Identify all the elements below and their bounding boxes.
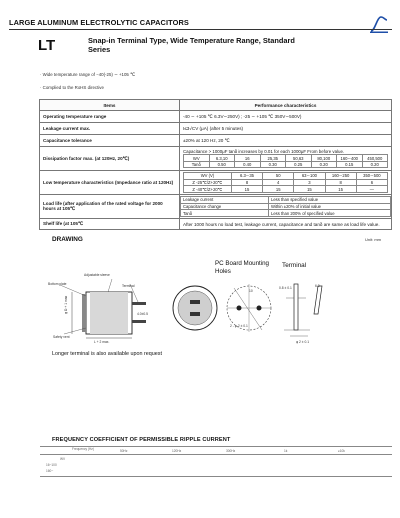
longer-terminal-note: Longer terminal is also available upon request: [52, 351, 162, 357]
inner-cell: 0.50: [209, 161, 235, 168]
inner-cell: —: [356, 186, 387, 193]
inner-cell: 6.3∼35: [231, 173, 262, 180]
inner-cell: 63∼100: [294, 173, 325, 180]
spec-value: I≤3√CV (μA) (after 5 minutes): [180, 123, 392, 135]
dim-f-label: φ 2 ± 0.1: [296, 340, 310, 344]
inner-cell: 8: [231, 179, 262, 186]
dim-e-label: 6.3: [315, 284, 320, 288]
inner-cell: 4: [263, 179, 294, 186]
inner-cell: 0.20: [311, 161, 337, 168]
pcb-mounting-label: PC Board Mounting Holes: [215, 260, 269, 275]
series-subtitle: Snap-in Terminal Type, Wide Temperature Range, Standard Series: [88, 36, 295, 54]
spec-label: Leakage current max.: [40, 123, 180, 135]
document-title: LARGE ALUMINUM ELECTROLYTIC CAPACITORS: [9, 18, 189, 27]
spec-label: Load life (after application of the rated voltage for 2000 hours at 105℃: [40, 195, 180, 219]
spec-row-load-life: [40, 195, 392, 219]
inner-label: WV (V): [184, 173, 232, 180]
feature-list: [40, 69, 135, 94]
dim-a-label: 4.0±0.5: [137, 312, 148, 316]
feature-item: · Wide temperature range of −40(-25) ∼ +105 ℃: [40, 72, 136, 77]
inner-label: Leakage current: [181, 197, 269, 204]
low-temp-cell: [180, 171, 392, 195]
dissipation-table: [183, 154, 388, 168]
inner-label: Z -25℃/Z+20℃: [184, 179, 232, 186]
inner-cell: 0.15: [337, 161, 363, 168]
inner-cell: 8: [325, 179, 356, 186]
inner-cell: 15: [294, 186, 325, 193]
header-rule: [9, 29, 392, 30]
inner-cell: 0.30: [260, 161, 286, 168]
inner-cell: Within ±20% of initial value: [269, 203, 391, 210]
frequency-header: 120Hz: [172, 449, 182, 453]
frequency-row-label: 160~: [46, 469, 54, 473]
frequency-header: ≥10k: [338, 449, 345, 453]
dissipation-cell: [180, 147, 392, 171]
inner-cell: 6: [356, 179, 387, 186]
inner-cell: 160∼400: [337, 155, 363, 162]
inner-cell: 450,500: [362, 155, 388, 162]
frequency-title: FREQUENCY COEFFICIENT OF PERMISSIBLE RIPPLE CURRENT: [52, 437, 231, 443]
load-life-row: [181, 210, 391, 217]
spec-value: -40 ∼ +105 ℃ 6.3V∼250V) ; -25 ∼ +105 ℃ 350V∼500V): [180, 111, 392, 123]
spec-header-row: [40, 100, 392, 111]
inner-cell: 50: [263, 173, 294, 180]
spec-table: [39, 99, 392, 230]
load-life-table: [180, 196, 391, 217]
dissipation-wv-row: [184, 155, 388, 162]
low-temp-z40-row: [184, 186, 388, 193]
frequency-header: Frequency (Hz): [72, 447, 94, 451]
inner-cell: 6.3,10: [209, 155, 235, 162]
frequency-header: 1k: [284, 449, 288, 453]
spec-label: Dissipation factor max. (at 120Hz, 20℃): [40, 147, 180, 171]
inner-cell: 15: [325, 186, 356, 193]
terminal-label: Terminal: [122, 284, 135, 288]
length-label: L + 2 max.: [94, 340, 110, 344]
inner-cell: 0.25: [286, 161, 312, 168]
spec-row-cap-tolerance: [40, 135, 392, 147]
bottom-plate-label: Bottom plate: [48, 282, 67, 286]
spec-row-operating-temp: [40, 111, 392, 123]
diameter-label: φ D + 1 max: [64, 295, 68, 314]
load-life-row: [181, 203, 391, 210]
inner-cell: 15: [231, 186, 262, 193]
spec-header-performance: Performance characteristics: [180, 100, 392, 111]
inner-cell: 50,63: [286, 155, 312, 162]
drawing-title: DRAWING: [52, 236, 83, 243]
inner-label: Tanδ: [181, 210, 269, 217]
low-temp-z25-row: [184, 179, 388, 186]
spec-row-shelf-life: [40, 219, 392, 230]
inner-label: Tanδ: [184, 161, 210, 168]
inner-cell: 160∼250: [325, 173, 356, 180]
unit-label: Unit: mm: [365, 237, 381, 242]
frequency-header: 50Hz: [120, 449, 128, 453]
series-code: LT: [38, 37, 56, 54]
inner-label: Capacitance change: [181, 203, 269, 210]
frequency-rule: [40, 476, 392, 477]
spec-label: Operating temperature range: [40, 111, 180, 123]
inner-cell: 25,35: [260, 155, 286, 162]
spec-row-low-temp: [40, 171, 392, 195]
low-temp-table: [183, 172, 388, 193]
inner-cell: 350∼500: [356, 173, 387, 180]
terminal-title: Terminal: [282, 262, 307, 269]
spec-label: Low temperature characteristics (Impedance ratio at 120Hz): [40, 171, 180, 195]
frequency-header: 300Hz: [226, 449, 236, 453]
inner-cell: 80,100: [311, 155, 337, 162]
spec-value: ±20% at 120 Hz, 20 ℃: [180, 135, 392, 147]
dissipation-caption: Capacitance > 1000μF tanδ increases by 0.01 for each 1000μF From before value.: [183, 148, 345, 154]
safety-vent-label: Safety vent: [53, 335, 70, 339]
frequency-row-label: 16~100: [46, 463, 57, 467]
spec-label: Shelf life (at 105℃: [40, 219, 180, 230]
spec-value: After 1000 hours no load test, leakage current, capacitance and tanδ are same as load life value.: [180, 219, 392, 230]
inner-cell: Less than 200% of specified value: [269, 210, 391, 217]
inner-cell: 15: [263, 186, 294, 193]
load-life-cell: [180, 195, 392, 219]
inner-label: WV: [184, 155, 210, 162]
frequency-rule: [40, 454, 392, 455]
dim-b-label: 10: [249, 289, 253, 293]
load-life-row: [181, 197, 391, 204]
frequency-row-label: WV: [60, 457, 66, 461]
feature-item: · Complied to the RoHS directive: [40, 84, 104, 90]
inner-cell: 0.20: [362, 161, 388, 168]
frequency-table: [40, 446, 392, 477]
dim-d-label: 0.8 ± 0.1: [279, 286, 292, 290]
inner-cell: 0.40: [235, 161, 261, 168]
dim-c-label: 2 - φ 2 ± 0.1: [230, 324, 248, 328]
inner-cell: Less than specified value: [269, 197, 391, 204]
low-temp-wv-row: [184, 173, 388, 180]
pcb-mounting-holes-drawing: [222, 278, 276, 344]
sleeve-label: Adjustable sleeve: [84, 273, 110, 277]
inner-cell: 3: [294, 179, 325, 186]
brand-logo-icon: [367, 14, 391, 34]
spec-header-items: Items: [40, 100, 180, 111]
spec-label: Capacitance tolerance: [40, 135, 180, 147]
capacitor-bottom-view-drawing: [170, 278, 220, 338]
inner-label: Z -40℃/Z+20℃: [184, 186, 232, 193]
spec-row-dissipation: [40, 147, 392, 171]
pcb-mounting-title: [215, 260, 275, 276]
inner-cell: 16: [235, 155, 261, 162]
dissipation-tan-row: [184, 161, 388, 168]
spec-row-leakage: [40, 123, 392, 135]
